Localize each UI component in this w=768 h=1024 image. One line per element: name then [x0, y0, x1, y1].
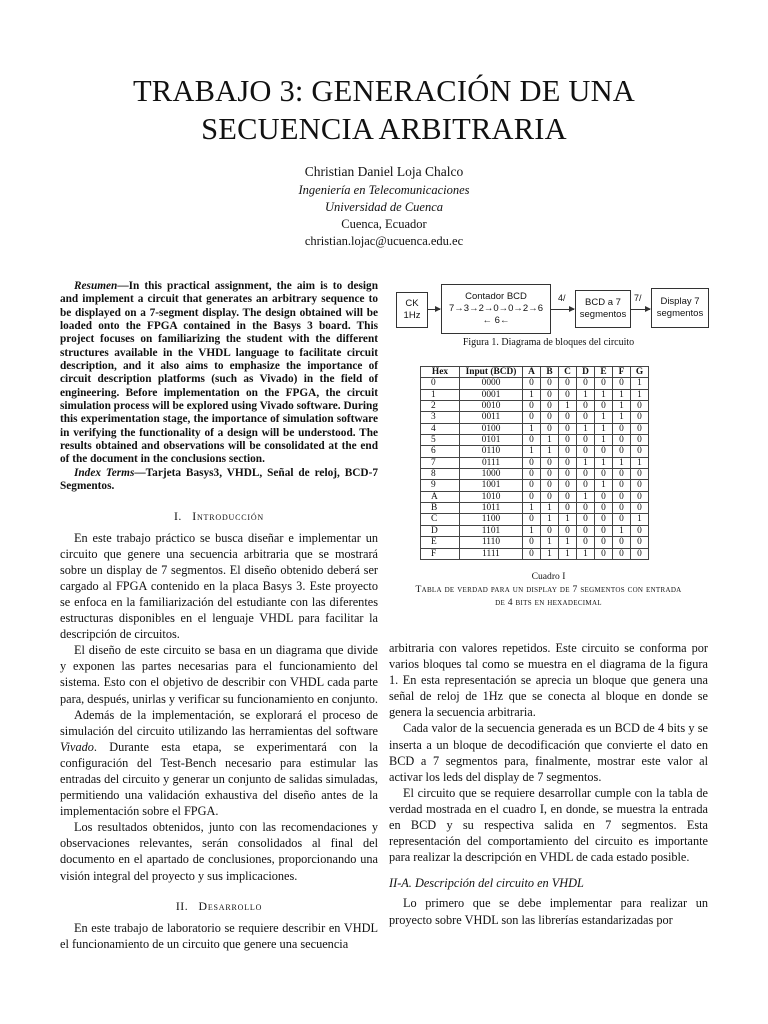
table-cell-segment: 0	[613, 423, 631, 434]
table-cell-input: 0110	[460, 446, 523, 457]
table-cell-input: 0011	[460, 412, 523, 423]
table-cell-input: 1100	[460, 514, 523, 525]
display-title: Display 7	[660, 296, 700, 307]
table-cell-segment: 0	[595, 378, 613, 389]
table-cell-hex: 8	[421, 469, 460, 480]
table-row	[421, 378, 649, 389]
vhdl-paragraph-1: Lo primero que se debe implementar para realizar un proyecto sobre VHDL son las librerías estandarizadas por	[389, 896, 708, 927]
section-title: Desarrollo	[198, 898, 263, 913]
bus-width-4-label: 4	[558, 293, 564, 303]
display-subtitle: segmentos	[656, 308, 704, 319]
table-cell-segment: 1	[523, 389, 541, 400]
table-cell-segment: 1	[595, 480, 613, 491]
table-cell-segment: 1	[631, 514, 649, 525]
table-caption-number: Cuadro I	[531, 571, 566, 582]
table-cell-segment: 0	[613, 446, 631, 457]
table-cell-segment: 1	[523, 503, 541, 514]
index-terms	[60, 467, 378, 494]
intro-p3-part-b: . Durante esta etapa, se experimentará con la configuración del Test-Bench necesario para estimular las entradas del circuito y generar un conjunto de salidas simuladas, permitiendo una validación exhaustiva del diseño antes de la implementación sobre el FPGA.	[60, 739, 378, 819]
table-cell-segment: 0	[523, 491, 541, 502]
right-column	[389, 640, 708, 928]
table-cell-segment: 0	[595, 469, 613, 480]
table-row	[421, 525, 649, 536]
table-row	[421, 435, 649, 446]
table-row	[421, 457, 649, 468]
table-cell-segment: 0	[541, 480, 559, 491]
section-heading-desarrollo	[60, 898, 378, 914]
table-cell-segment: 0	[577, 435, 595, 446]
table-cell-segment: 1	[559, 537, 577, 548]
table-cell-hex: 3	[421, 412, 460, 423]
table-cell-hex: 2	[421, 401, 460, 412]
figure-caption: Figura 1. Diagrama de bloques del circuito	[462, 337, 635, 348]
decoder-subtitle: segmentos	[579, 309, 627, 320]
table-cell-segment: 0	[577, 525, 595, 536]
title-line-2: SECUENCIA ARBITRARIA	[201, 112, 567, 146]
table-row	[421, 423, 649, 434]
table-row	[421, 537, 649, 548]
table-cell-segment: 0	[631, 435, 649, 446]
table-row	[421, 514, 649, 525]
table-cell-input: 0010	[460, 401, 523, 412]
author-affiliation-dept: Ingeniería en Telecomunicaciones	[298, 183, 470, 197]
table-cell-segment: 0	[523, 514, 541, 525]
table-cell-segment: 1	[595, 389, 613, 400]
table-cell-segment: 1	[595, 412, 613, 423]
subsection-heading-vhdl: II-A. Descripción del circuito en VHDL	[389, 876, 584, 891]
table-cell-segment: 0	[523, 435, 541, 446]
table-cell-segment: 1	[577, 389, 595, 400]
table-cell-segment: 0	[523, 548, 541, 559]
table-cell-segment: 0	[559, 491, 577, 502]
table-row	[421, 480, 649, 491]
table-cell-hex: 9	[421, 480, 460, 491]
table-cell-segment: 0	[595, 548, 613, 559]
author-email: christian.lojac@ucuenca.edu.ec	[304, 234, 464, 248]
table-cell-segment: 1	[523, 525, 541, 536]
counter-sequence: 7→3→2→0→0→2→6	[449, 303, 543, 314]
table-cell-segment: 1	[559, 548, 577, 559]
table-cell-segment: 0	[613, 469, 631, 480]
vivado-term: Vivado	[60, 739, 94, 754]
intro-paragraph-2: El diseño de este circuito se basa en un diagrama que divide y exponen las partes necesarias para el funcionamiento del sistema. Esto con el objetivo de describir con VHDL cada parte para, después, unirlas y verificar su funcionamiento en conjunto.	[60, 643, 378, 706]
table-cell-segment: 0	[577, 537, 595, 548]
table-header-cell: F	[613, 367, 631, 378]
table-cell-segment: 0	[613, 480, 631, 491]
table-caption-text-line-2: de 4 bits en hexadecimal	[495, 597, 602, 608]
table-cell-segment: 0	[559, 446, 577, 457]
table-cell-segment: 0	[523, 480, 541, 491]
intro-paragraph-1: En este trabajo práctico se busca diseñar e implementar un circuito que genere una secuencia arbitraria que se mostrará sobre un display de 7 segmentos. El diseño obtenido deberá ser cargado al FPGA contenido en la placa Basys 3. Este proyecto se enfoca en la familiarización del estudiante con las diferentes estructuras disponibles en el lenguaje VHDL para facilitar la descripción de circuitos.	[60, 530, 378, 642]
bcd-decoder-block	[575, 290, 631, 328]
table-cell-input: 1001	[460, 480, 523, 491]
table-cell-segment: 0	[559, 412, 577, 423]
table-header-row	[421, 367, 649, 378]
table-cell-segment: 1	[541, 548, 559, 559]
table-cell-segment: 0	[595, 401, 613, 412]
desarrollo-paragraph-3: El circuito que se requiere desarrollar cumple con la tabla de verdad mostrada en el cuadro I, en donde, se muestra la entrada en BCD y su respectiva salida en 7 segmentos. Esta representación del comportamiento del circuito es importante para realizar la descripción en VHDL de cada estado posible.	[389, 785, 708, 865]
title-line-1: TRABAJO 3: GENERACIÓN DE UNA	[132, 74, 636, 108]
table-cell-input: 1000	[460, 469, 523, 480]
table-cell-segment: 0	[541, 378, 559, 389]
table-cell-input: 1110	[460, 537, 523, 548]
table-cell-hex: B	[421, 503, 460, 514]
table-header-cell: A	[523, 367, 541, 378]
table-cell-segment: 0	[577, 378, 595, 389]
table-cell-input: 1011	[460, 503, 523, 514]
table-cell-hex: E	[421, 537, 460, 548]
table-cell-segment: 0	[541, 423, 559, 434]
table-cell-segment: 1	[613, 401, 631, 412]
bus-width-7: 7/	[634, 293, 642, 303]
table-cell-segment: 0	[559, 457, 577, 468]
author-block	[160, 163, 608, 250]
table-header-cell: Hex	[421, 367, 460, 378]
table-cell-input: 0111	[460, 457, 523, 468]
table-cell-hex: D	[421, 525, 460, 536]
table-cell-segment: 0	[523, 412, 541, 423]
table-cell-segment: 0	[577, 503, 595, 514]
truth-table	[420, 366, 649, 560]
table-cell-hex: C	[421, 514, 460, 525]
table-cell-segment: 0	[595, 503, 613, 514]
table-cell-segment: 0	[559, 435, 577, 446]
table-header-cell: D	[577, 367, 595, 378]
table-cell-segment: 0	[577, 469, 595, 480]
table-cell-segment: 0	[613, 548, 631, 559]
table-cell-input: 0000	[460, 378, 523, 389]
table-row	[421, 491, 649, 502]
table-cell-segment: 0	[613, 378, 631, 389]
table-header-cell: G	[631, 367, 649, 378]
table-cell-input: 0100	[460, 423, 523, 434]
desarrollo-paragraph-1: En este trabajo de laboratorio se requiere describir en VHDL el funcionamiento de un circuito que genere una secuencia	[60, 920, 378, 951]
bus-width-4: 4/	[558, 293, 566, 303]
table-cell-segment: 1	[595, 423, 613, 434]
table-cell-segment: 0	[613, 435, 631, 446]
table-cell-segment: 1	[523, 423, 541, 434]
counter-title: Contador BCD	[465, 291, 527, 302]
table-cell-segment: 0	[631, 503, 649, 514]
table-cell-segment: 0	[541, 469, 559, 480]
table-row	[421, 548, 649, 559]
table-body	[421, 378, 649, 560]
table-cell-segment: 0	[631, 401, 649, 412]
clock-frequency: 1Hz	[403, 310, 421, 321]
table-cell-segment: 1	[541, 503, 559, 514]
table-cell-hex: 1	[421, 389, 460, 400]
table-cell-hex: 6	[421, 446, 460, 457]
table-cell-segment: 0	[541, 457, 559, 468]
table-cell-hex: 4	[421, 423, 460, 434]
table-cell-input: 1010	[460, 491, 523, 502]
counter-sequence-return: ← 6←	[482, 315, 510, 326]
author-location: Cuenca, Ecuador	[341, 217, 427, 231]
table-cell-segment: 0	[559, 480, 577, 491]
table-row	[421, 389, 649, 400]
table-cell-segment: 0	[541, 412, 559, 423]
table-cell-segment: 0	[523, 457, 541, 468]
block-diagram	[394, 284, 710, 340]
table-cell-segment: 0	[613, 514, 631, 525]
table-cell-segment: 0	[559, 525, 577, 536]
table-cell-hex: 5	[421, 435, 460, 446]
table-cell-segment: 0	[613, 503, 631, 514]
section-number: II.	[175, 898, 189, 913]
table-cell-segment: 0	[523, 469, 541, 480]
table-cell-segment: 0	[541, 401, 559, 412]
table-cell-segment: 0	[631, 480, 649, 491]
abstract-text: —In this practical assignment, the aim is to design and implement a circuit that generates an arbitrary sequence to be displayed on a 7-segment display. The design obtained will be loaded onto the FPGA contained in the Basys 3 board. This project focuses on familiarizing the student with the different structures available in the VHDL language to facilitate circuit description, and it also aims to emphasize the importance of circuit description platforms (such as Vivado) in the field of engineering. Before implementation on the FPGA, the circuit simulation process will be explored using Vivado software. During this experimentation stage, the importance of simulation software in verifying the functionality of a design will be understood. The results obtained and observations will be consolidated at the end of the document in the conclusions section.	[60, 280, 378, 466]
table-cell-segment: 0	[559, 469, 577, 480]
table-cell-segment: 0	[523, 401, 541, 412]
table-header-cell: B	[541, 367, 559, 378]
table-cell-segment: 1	[595, 457, 613, 468]
section-title: Introducción	[192, 508, 264, 523]
abstract	[60, 280, 378, 467]
table-header-cell: Input (BCD)	[460, 367, 523, 378]
table-cell-segment: 0	[541, 491, 559, 502]
table-cell-segment: 1	[631, 378, 649, 389]
arrow-counter-to-decoder	[550, 309, 574, 310]
intro-p3-part-a: Además de la implementación, se explorará el proceso de simulación del circuito utilizando las herramientas del software	[60, 707, 378, 738]
table-cell-segment: 1	[595, 435, 613, 446]
table-cell-segment: 0	[577, 514, 595, 525]
bus-width-7-label: 7	[634, 293, 640, 303]
table-cell-segment: 1	[613, 457, 631, 468]
table-cell-segment: 0	[577, 412, 595, 423]
table-cell-segment: 0	[631, 412, 649, 423]
table-cell-segment: 0	[631, 423, 649, 434]
table-cell-segment: 1	[613, 412, 631, 423]
table-caption	[389, 570, 708, 609]
section-number: I.	[173, 508, 182, 523]
table-cell-hex: F	[421, 548, 460, 559]
table-cell-input: 0001	[460, 389, 523, 400]
table-cell-segment: 0	[541, 389, 559, 400]
table-cell-segment: 1	[613, 389, 631, 400]
table-cell-segment: 0	[523, 378, 541, 389]
table-cell-segment: 0	[595, 514, 613, 525]
table-cell-hex: 0	[421, 378, 460, 389]
section-heading-introduction	[60, 508, 378, 524]
table-row	[421, 469, 649, 480]
table-cell-segment: 0	[541, 525, 559, 536]
table-cell-segment: 0	[559, 423, 577, 434]
author-affiliation-university: Universidad de Cuenca	[324, 200, 444, 214]
table-cell-hex: A	[421, 491, 460, 502]
table-cell-segment: 1	[577, 548, 595, 559]
table-cell-segment: 1	[523, 446, 541, 457]
table-cell-segment: 0	[631, 537, 649, 548]
table-cell-segment: 0	[559, 389, 577, 400]
table-cell-hex: 7	[421, 457, 460, 468]
arrow-clock-to-counter	[427, 309, 440, 310]
table-cell-input: 1101	[460, 525, 523, 536]
author-name: Christian Daniel Loja Chalco	[304, 164, 464, 179]
table-header-cell: E	[595, 367, 613, 378]
clock-label: CK	[405, 298, 419, 309]
table-cell-input: 1111	[460, 548, 523, 559]
table-cell-segment: 0	[523, 537, 541, 548]
table-cell-segment: 1	[559, 514, 577, 525]
table-cell-segment: 0	[631, 446, 649, 457]
intro-paragraph-4: Los resultados obtenidos, junto con las recomendaciones y observaciones relevantes, serán consolidados al final del documento en el apartado de conclusiones, proporcionando una visión integral del proyecto y sus implicaciones.	[60, 820, 378, 883]
intro-paragraph-3	[60, 707, 378, 820]
table-cell-segment: 1	[541, 446, 559, 457]
table-cell-segment: 0	[559, 378, 577, 389]
table-cell-segment: 1	[577, 491, 595, 502]
table-cell-segment: 1	[577, 457, 595, 468]
table-cell-segment: 0	[631, 525, 649, 536]
table-cell-segment: 0	[631, 548, 649, 559]
table-cell-segment: 1	[577, 423, 595, 434]
abstract-lead: Resumen	[74, 280, 118, 292]
index-terms-lead: Index Terms	[74, 466, 135, 479]
table-cell-segment: 0	[613, 491, 631, 502]
arrow-decoder-to-display	[630, 309, 650, 310]
table-cell-segment: 0	[595, 491, 613, 502]
table-cell-segment: 0	[613, 537, 631, 548]
counter-block	[441, 284, 551, 334]
desarrollo-paragraph-2: Cada valor de la secuencia generada es un BCD de 4 bits y se inserta a un bloque de decodificación que convierte el dato en BCD a 7 segmentos para, finalmente, mostrar este valor al activar los leds del display de 7 segmentos.	[389, 721, 708, 784]
table-caption-text-line-1: Tabla de verdad para un display de 7 segmentos con entrada	[415, 584, 682, 595]
table-cell-segment: 0	[577, 401, 595, 412]
table-cell-segment: 1	[613, 525, 631, 536]
table-row	[421, 503, 649, 514]
table-cell-segment: 1	[541, 537, 559, 548]
table-cell-segment: 0	[577, 446, 595, 457]
desarrollo-paragraph-1-cont: arbitraria con valores repetidos. Este circuito se conforma por varios bloques tal como se muestra en el diagrama de la figura 1. En esta representación se aprecia un bloque que genera una señal de reloj de 1Hz que se conecta al bloque en donde se genera la secuencia arbitraria.	[389, 641, 708, 720]
table-cell-segment: 0	[559, 503, 577, 514]
table-cell-segment: 1	[631, 389, 649, 400]
table-cell-segment: 1	[541, 514, 559, 525]
clock-block	[396, 292, 428, 328]
table-cell-segment: 0	[595, 537, 613, 548]
table-row	[421, 401, 649, 412]
table-row	[421, 446, 649, 457]
table-cell-segment: 0	[577, 480, 595, 491]
table-cell-segment: 1	[541, 435, 559, 446]
table-row	[421, 412, 649, 423]
table-cell-segment: 0	[595, 525, 613, 536]
table-cell-segment: 0	[631, 469, 649, 480]
table-cell-input: 0101	[460, 435, 523, 446]
table-header-cell: C	[559, 367, 577, 378]
index-terms-text: —Tarjeta Basys3, VHDL, Señal de reloj, BCD-7 Segmentos.	[60, 466, 378, 493]
decoder-title: BCD a 7	[585, 297, 621, 308]
left-column	[60, 280, 378, 952]
table-cell-segment: 1	[631, 457, 649, 468]
paper-title	[60, 72, 708, 148]
table-cell-segment: 1	[559, 401, 577, 412]
display-block	[651, 288, 709, 328]
table-cell-segment: 0	[631, 491, 649, 502]
table-cell-segment: 0	[595, 446, 613, 457]
